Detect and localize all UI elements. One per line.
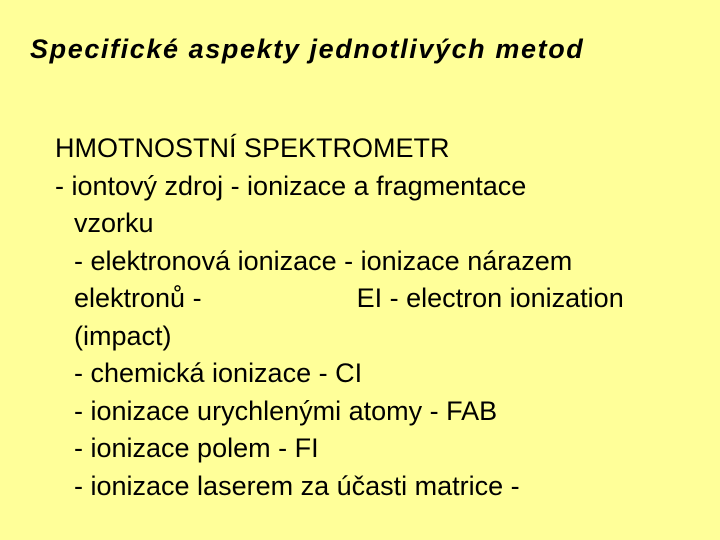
bullet-ion-source: - iontový zdroj - ionizace a fragmentace bbox=[55, 170, 527, 201]
ei-abbreviation: EI - electron ionization bbox=[356, 283, 624, 313]
bullet-electron-ionization-cont bbox=[55, 280, 720, 318]
slide-title: Specifické aspekty jednotlivých metod bbox=[30, 34, 585, 64]
bullet-ion-source-cont: vzorku bbox=[74, 208, 154, 238]
electrons-text: elektronů - bbox=[74, 283, 202, 313]
bullet-fast-atom-bombardment: - ionizace urychlenými atomy - FAB bbox=[74, 395, 498, 426]
bullet-electron-ionization-impact: (impact) bbox=[74, 320, 172, 351]
bullet-electron-ionization: - elektronová ionizace - ionizace nárazem bbox=[74, 245, 573, 276]
bullet-field-ionization: - ionizace polem - FI bbox=[74, 433, 319, 463]
slide-body bbox=[55, 130, 720, 505]
section-heading: HMOTNOSTNÍ SPEKTROMETR bbox=[55, 133, 450, 163]
bullet-chemical-ionization: - chemická ionizace - CI bbox=[74, 358, 363, 388]
bullet-laser-matrix-ionization: - ionizace laserem za účasti matrice - bbox=[74, 470, 520, 501]
